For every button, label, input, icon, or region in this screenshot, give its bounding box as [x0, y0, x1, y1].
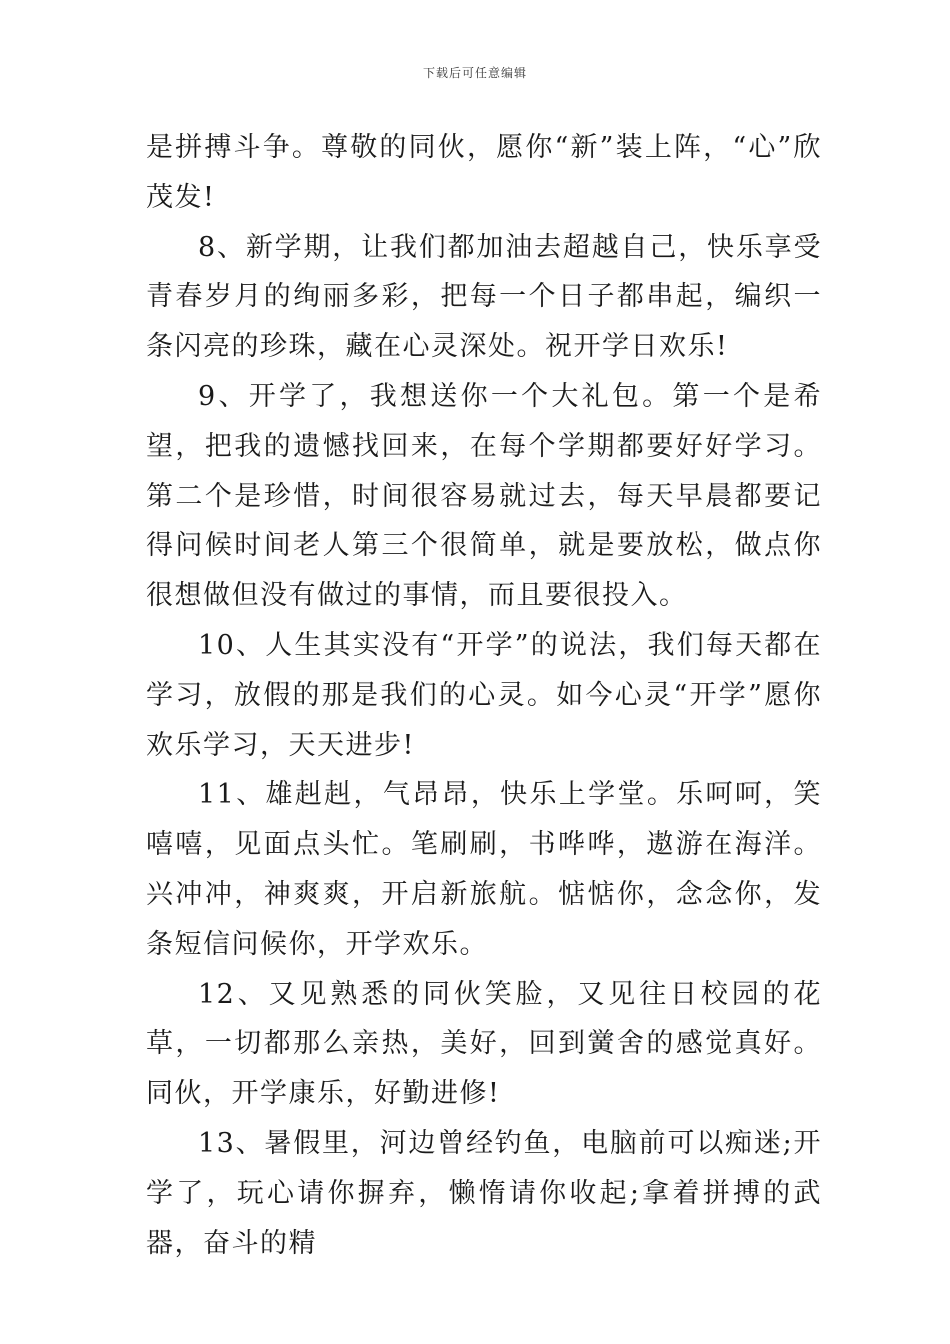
paragraph-item-10: 10、人生其实没有“开学”的说法，我们每天都在学习，放假的那是我们的心灵。如今心灵“开学”愿你欢乐学习，天天进步!	[146, 629, 822, 761]
document-body	[146, 123, 822, 1268]
paragraph-item-8: 8、新学期，让我们都加油去超越自己，快乐享受青春岁月的绚丽多彩，把每一个日子都串起，编织一条闪亮的珍珠，藏在心灵深处。祝开学日欢乐!	[146, 231, 822, 363]
paragraph-item-13: 13、暑假里，河边曾经钓鱼，电脑前可以痴迷;开学了，玩心请你摒弃，懒惰请你收起;拿着拼搏的武器，奋斗的精	[146, 1127, 822, 1259]
paragraph-item-9: 9、开学了，我想送你一个大礼包。第一个是希望，把我的遗憾找回来，在每个学期都要好好学习。第二个是珍惜，时间很容易就过去，每天早晨都要记得问候时间老人第三个很简单，就是要放松，做点你很想做但没有做过的事情，而且要很投入。	[146, 380, 822, 612]
page-header-note: 下载后可任意编辑	[422, 66, 527, 80]
paragraph-item-12: 12、又见熟悉的同伙笑脸，又见往日校园的花草，一切都那么亲热，美好，回到黉舍的感觉真好。同伙，开学康乐，好勤进修!	[146, 978, 822, 1110]
paragraph-continuation: 是拼搏斗争。尊敬的同伙，愿你“新”装上阵，“心”欣茂发!	[146, 132, 822, 213]
paragraph-item-11: 11、雄赳赳，气昂昂，快乐上学堂。乐呵呵，笑嘻嘻，见面点头忙。笔刷刷，书哗哗，遨游在海洋。兴冲冲，神爽爽，开启新旅航。惦惦你，念念你，发条短信问候你，开学欢乐。	[146, 779, 822, 960]
